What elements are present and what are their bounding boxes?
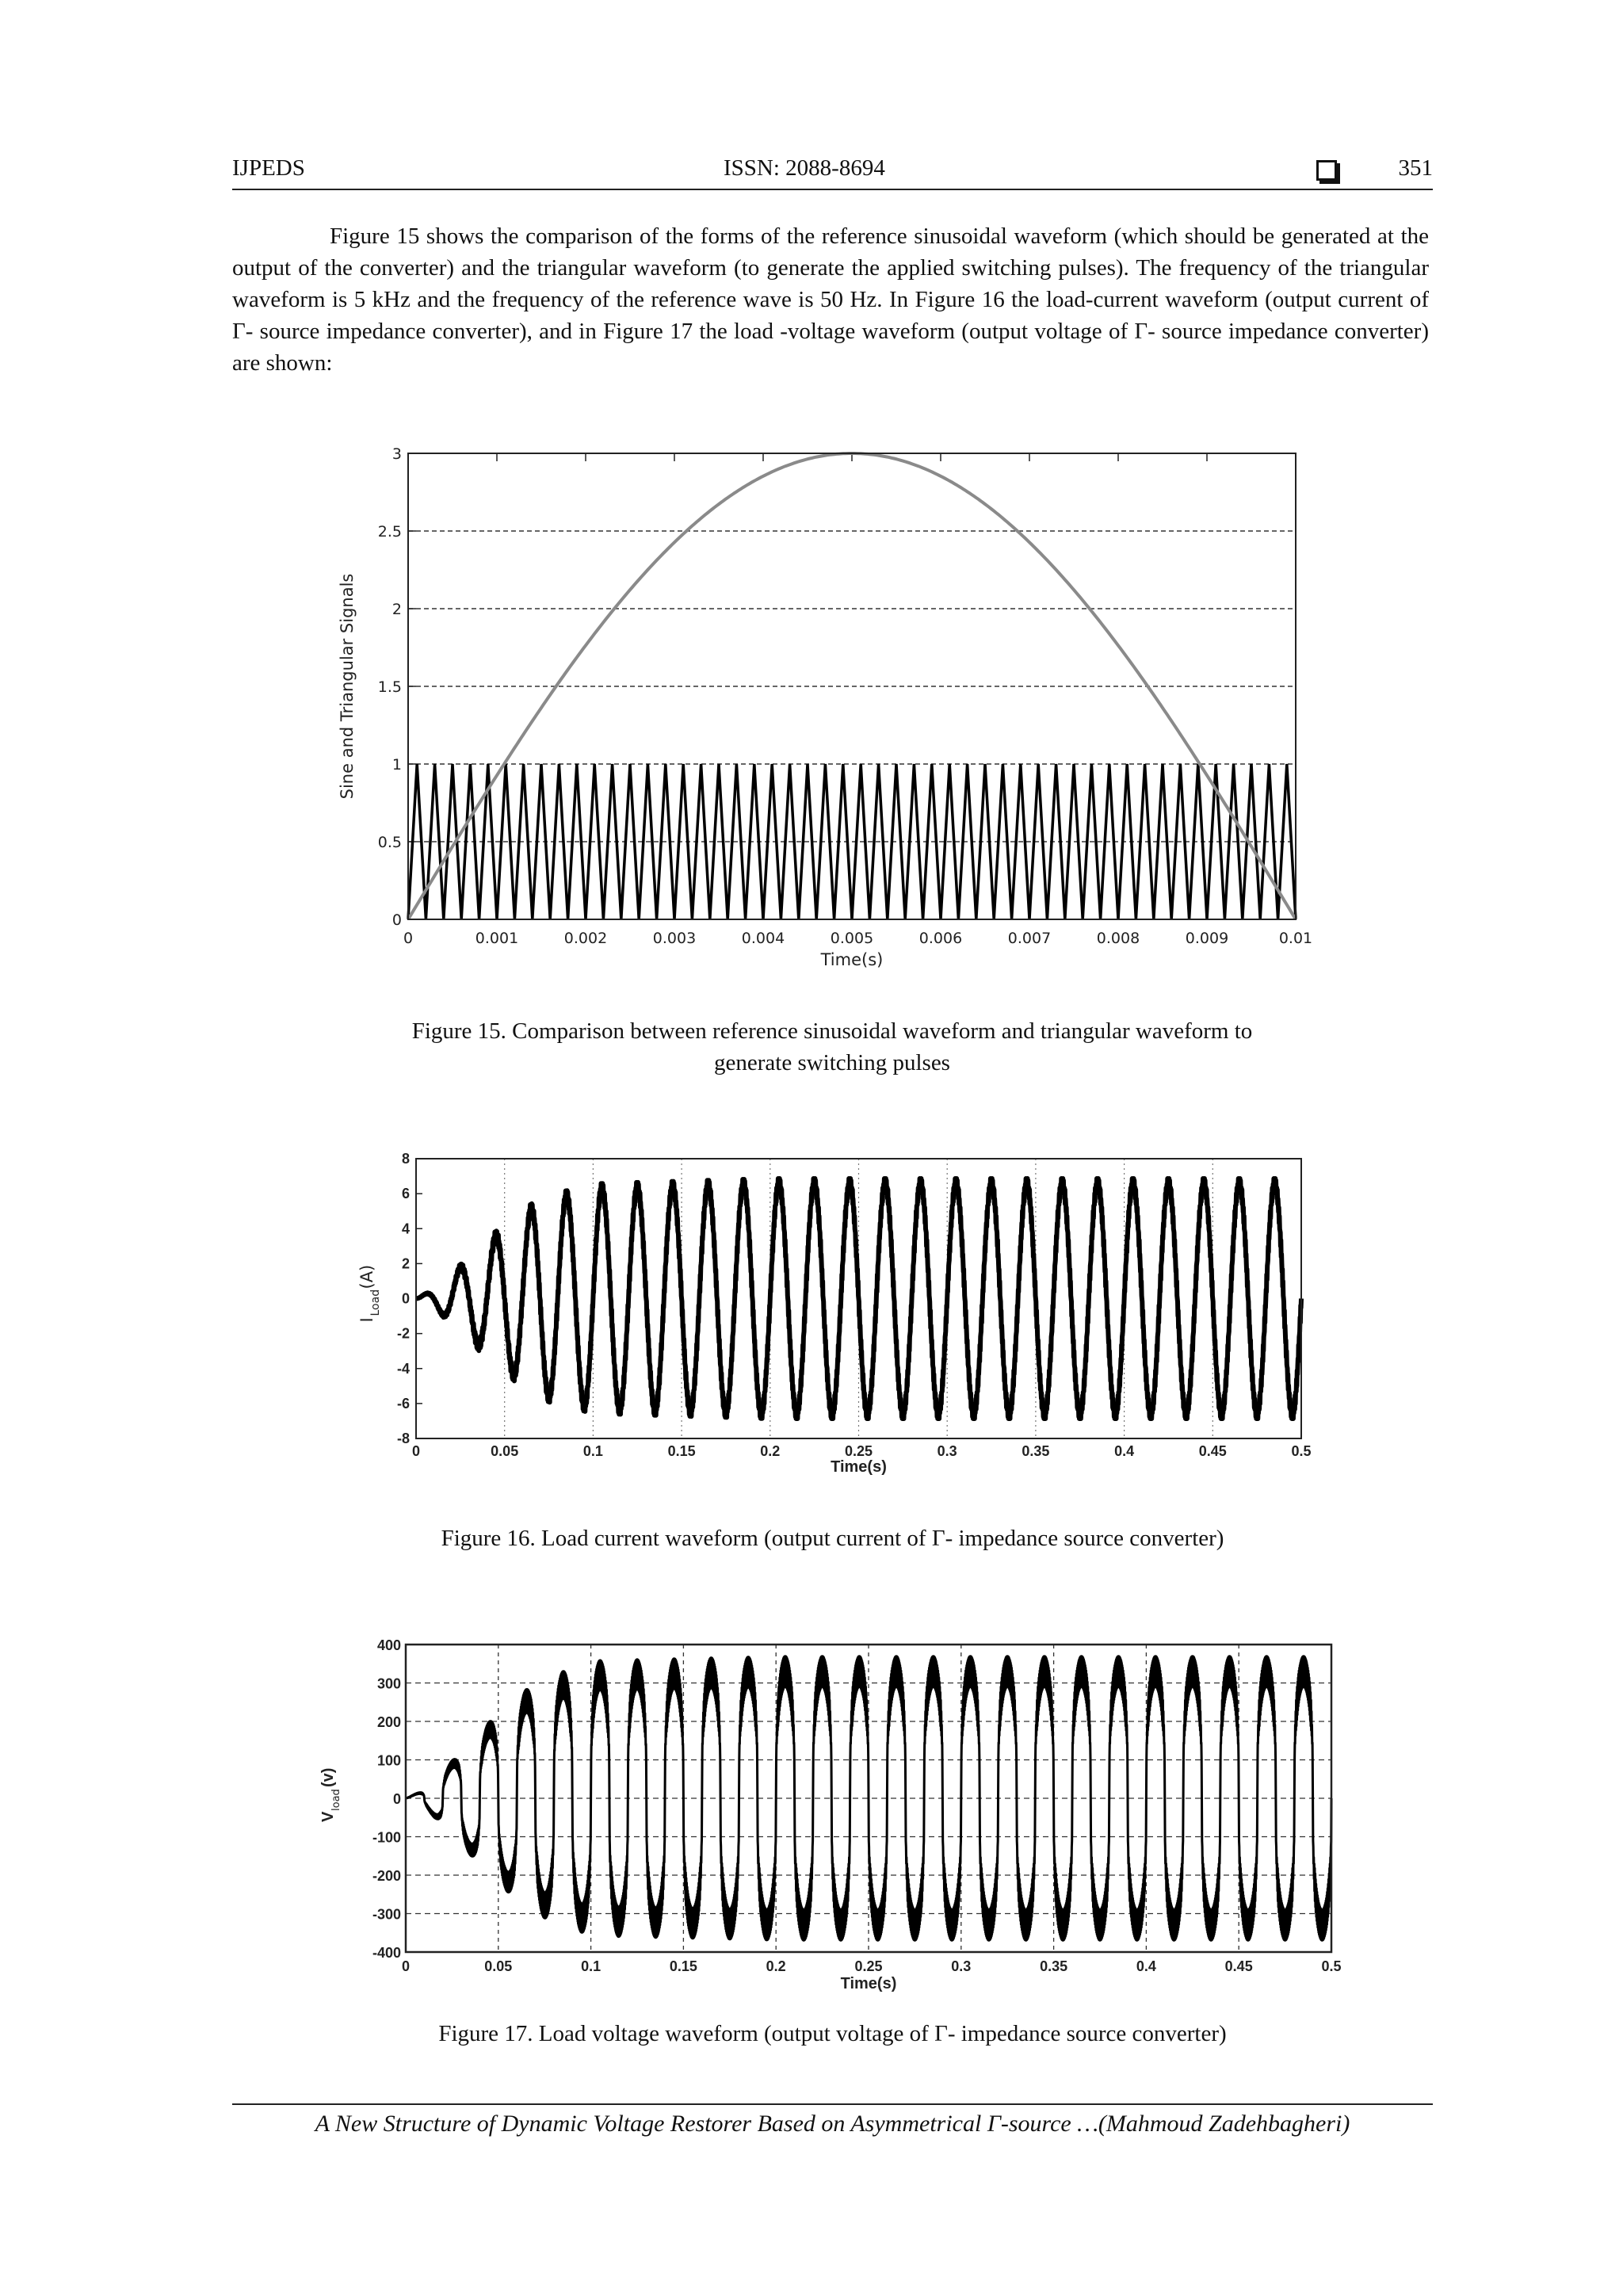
x-tick-label: 0.5 [1291, 1443, 1312, 1459]
y-tick-label: 8 [401, 1151, 410, 1167]
x-tick-label: 0.1 [581, 1958, 601, 1974]
y-tick-label: -100 [372, 1829, 401, 1846]
figure-16 [341, 1141, 1316, 1474]
x-tick-label: 0.003 [652, 930, 697, 947]
y-axis-label: Sine and Triangular Signals [338, 573, 357, 800]
y-tick-label: -8 [396, 1431, 410, 1446]
x-tick-label: 0.4 [1136, 1958, 1156, 1974]
y-tick-label: -400 [372, 1945, 401, 1961]
chart-fig15 [333, 434, 1331, 973]
y-tick-label: -300 [372, 1906, 401, 1923]
y-tick-label: -200 [372, 1868, 401, 1884]
x-tick-label: 0.35 [1022, 1443, 1050, 1459]
x-tick-label: 0.008 [1096, 930, 1140, 947]
y-axis-label [319, 1768, 342, 1822]
x-tick-label: 0.009 [1185, 930, 1229, 947]
y-tick-label: 3 [391, 445, 402, 463]
x-axis-label: Time(s) [820, 950, 884, 969]
y-axis-label [357, 1265, 382, 1323]
y-tick-label: 2 [391, 601, 402, 618]
running-header [232, 155, 1433, 190]
x-tick-label: 0.3 [937, 1443, 957, 1459]
x-tick-label: 0.15 [669, 1958, 697, 1974]
x-tick-label: 0 [403, 930, 414, 947]
y-tick-label: 0 [401, 1290, 410, 1307]
x-tick-label: 0.45 [1224, 1958, 1253, 1974]
y-tick-label: 2 [401, 1255, 410, 1272]
x-tick-label: 0.007 [1007, 930, 1052, 947]
x-axis-label: Time(s) [840, 1975, 897, 1992]
y-tick-label: 0 [391, 911, 402, 929]
x-tick-label: 0.15 [667, 1443, 696, 1459]
y-tick-label: 0 [392, 1791, 401, 1807]
x-tick-label: 0.004 [741, 930, 785, 947]
y-axis-label-sub: Load [369, 1289, 382, 1316]
x-tick-label: 0.001 [475, 930, 519, 947]
page-number: 351 [1398, 155, 1433, 181]
y-tick-label: 2.5 [377, 523, 402, 541]
x-tick-label: 0.45 [1198, 1443, 1227, 1459]
x-axis-label: Time(s) [831, 1458, 887, 1476]
x-tick-label: 0.1 [582, 1443, 603, 1459]
series-load-voltage [406, 1656, 1331, 1941]
x-tick-label: 0.006 [918, 930, 963, 947]
y-axis-label-sub: load [330, 1789, 342, 1811]
y-tick-label: 1 [391, 756, 402, 774]
x-tick-label: 0.01 [1278, 930, 1313, 947]
x-tick-label: 0.4 [1114, 1443, 1135, 1459]
journal-name: IJPEDS [232, 155, 305, 181]
y-axis-label-unit: (A) [357, 1264, 376, 1289]
y-tick-label: 200 [376, 1714, 401, 1730]
y-tick-label: -6 [396, 1395, 410, 1412]
caption-fig15: Figure 15. Comparison between reference sinusoidal waveform and triangular waveform to generate switching pulses [411, 1018, 1253, 1075]
y-tick-label: 300 [376, 1675, 401, 1692]
box-icon [1316, 160, 1337, 181]
y-tick-label: -4 [396, 1360, 410, 1377]
x-tick-label: 0 [411, 1443, 421, 1459]
x-tick-label: 0.3 [951, 1958, 972, 1974]
y-axis-label-main: I [357, 1317, 376, 1323]
y-tick-label: 6 [401, 1186, 410, 1202]
y-tick-label: 4 [401, 1221, 410, 1237]
x-tick-label: 0.25 [854, 1958, 883, 1974]
issn: ISSN: 2088-8694 [724, 155, 885, 181]
chart-fig16 [341, 1141, 1316, 1474]
running-footer: A New Structure of Dynamic Voltage Restorer Based on Asymmetrical Γ-source …(Mahmoud Zadehbagheri) [315, 2111, 1350, 2137]
y-tick-label: 100 [376, 1752, 401, 1769]
y-tick-label: 0.5 [377, 834, 402, 851]
x-tick-label: 0 [401, 1958, 411, 1974]
caption-fig16: Figure 16. Load current waveform (output current of Γ- impedance source converter) [441, 1526, 1224, 1551]
x-tick-label: 0.2 [760, 1443, 781, 1459]
y-axis-label-main: V [319, 1811, 337, 1822]
x-tick-label: 0.2 [766, 1958, 786, 1974]
y-tick-label: 400 [376, 1637, 401, 1653]
y-tick-label: -2 [396, 1325, 410, 1342]
figure-15 [333, 434, 1331, 973]
y-axis-label-unit: (v) [319, 1767, 337, 1787]
footer-rule [232, 2103, 1433, 2105]
x-tick-label: 0.05 [484, 1958, 513, 1974]
x-tick-label: 0.25 [844, 1443, 873, 1459]
y-tick-label: 1.5 [377, 678, 402, 696]
x-tick-label: 0.35 [1040, 1958, 1068, 1974]
body-paragraph: Figure 15 shows the comparison of the forms of the reference sinusoidal waveform (which should be generated at the output of the converter) and the triangular waveform (to generate the applied switching pulses). The frequency of the triangular waveform is 5 kHz and the frequency of the reference wave is 50 Hz. In Figure 16 the load-current waveform (output current of Γ- source impedance converter), and in Figure 17 the load -voltage waveform (output voltage of Γ- source impedance converter) are shown: [232, 223, 1429, 376]
caption-fig17: Figure 17. Load voltage waveform (output voltage of Γ- impedance source converter) [438, 2021, 1227, 2046]
x-tick-label: 0.5 [1321, 1958, 1342, 1974]
x-tick-label: 0.05 [491, 1443, 519, 1459]
x-tick-label: 0.002 [563, 930, 608, 947]
x-tick-label: 0.005 [830, 930, 874, 947]
chart-fig17 [317, 1629, 1363, 1993]
figure-17 [317, 1629, 1363, 1993]
